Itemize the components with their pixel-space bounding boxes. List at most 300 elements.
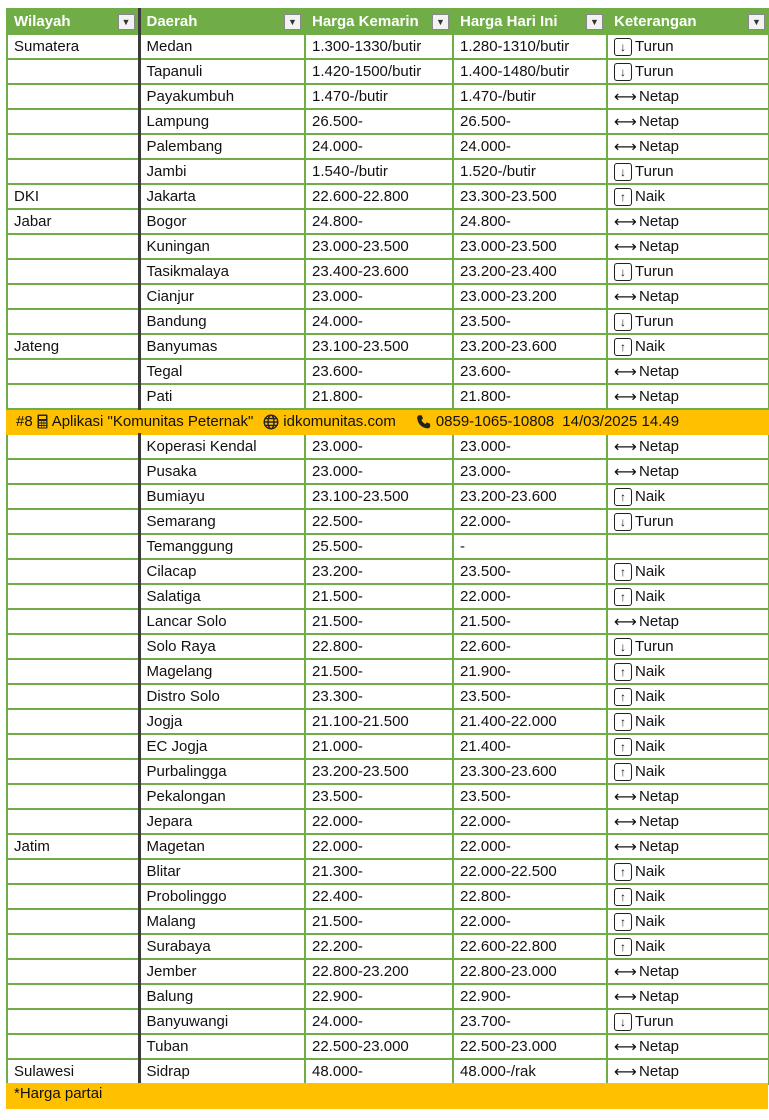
cell-wilayah[interactable] [7,234,139,259]
cell-wilayah[interactable] [7,934,139,959]
arrow-up-box-icon: ↑ [614,188,632,206]
filter-dropdown-icon[interactable]: ▼ [284,14,301,30]
arrow-up-box-icon: ↑ [614,713,632,731]
arrow-up-box-icon: ↑ [614,863,632,881]
cell-wilayah[interactable] [7,284,139,309]
cell-wilayah[interactable] [7,384,139,409]
cell-harga-kemarin[interactable]: 23.100-23.500 [305,334,453,359]
cell-harga-hari-ini[interactable]: 23.500- [453,559,607,584]
cell-harga-hari-ini[interactable]: 26.500- [453,109,607,134]
cell-daerah[interactable]: Jepara [139,809,305,834]
cell-harga-kemarin[interactable]: 23.600- [305,359,453,384]
table-row [7,859,769,884]
status-indicator [614,588,762,606]
banner-section [7,409,769,434]
cell-keterangan[interactable] [607,759,769,784]
cell-harga-kemarin[interactable]: 24.800- [305,209,453,234]
cell-daerah[interactable]: Jakarta [139,184,305,209]
cell-daerah[interactable]: Probolinggo [139,884,305,909]
cell-harga-hari-ini[interactable]: 22.000- [453,809,607,834]
left-right-arrow-icon: ⟷ [614,988,637,1006]
cell-wilayah[interactable] [7,434,139,459]
cell-harga-hari-ini[interactable]: - [453,534,607,559]
cell-wilayah[interactable]: Jateng [7,334,139,359]
cell-daerah[interactable]: Distro Solo [139,684,305,709]
cell-harga-kemarin[interactable]: 22.600-22.800 [305,184,453,209]
cell-keterangan[interactable] [607,734,769,759]
status-label: Naik [635,563,666,580]
header-daerah-label: Daerah [146,13,198,30]
cell-keterangan[interactable] [607,384,769,409]
cell-wilayah[interactable] [7,784,139,809]
table-row [7,459,769,484]
cell-harga-kemarin[interactable]: 21.800- [305,384,453,409]
cell-daerah[interactable]: Jogja [139,709,305,734]
cell-harga-kemarin[interactable]: 25.500- [305,534,453,559]
cell-daerah[interactable]: Tuban [139,1034,305,1059]
arrow-down-box-icon: ↓ [614,63,632,81]
cell-daerah[interactable]: Bandung [139,309,305,334]
cell-harga-kemarin[interactable]: 23.300- [305,684,453,709]
cell-daerah[interactable]: Pekalongan [139,784,305,809]
cell-harga-kemarin[interactable]: 23.000-23.500 [305,234,453,259]
cell-harga-kemarin[interactable]: 23.200-23.500 [305,759,453,784]
cell-harga-kemarin[interactable]: 48.000- [305,1059,453,1084]
cell-keterangan[interactable] [607,259,769,284]
header-daerah [139,9,305,34]
cell-wilayah[interactable] [7,609,139,634]
cell-keterangan[interactable] [607,959,769,984]
cell-daerah[interactable]: Magelang [139,659,305,684]
cell-harga-kemarin[interactable]: 23.000- [305,459,453,484]
status-indicator [614,488,762,506]
cell-daerah[interactable]: Koperasi Kendal [139,434,305,459]
filter-dropdown-icon[interactable]: ▼ [586,14,603,30]
cell-wilayah[interactable] [7,484,139,509]
cell-harga-kemarin[interactable]: 23.000- [305,284,453,309]
arrow-down-box-icon: ↓ [614,163,632,181]
cell-harga-hari-ini[interactable]: 23.000-23.500 [453,234,607,259]
cell-harga-kemarin[interactable]: 22.400- [305,884,453,909]
cell-harga-kemarin[interactable]: 22.200- [305,934,453,959]
cell-wilayah[interactable] [7,959,139,984]
cell-harga-hari-ini[interactable]: 22.900- [453,984,607,1009]
table-row [7,759,769,784]
cell-wilayah[interactable] [7,884,139,909]
status-label: Naik [635,188,666,205]
cell-harga-kemarin[interactable]: 23.000- [305,434,453,459]
cell-daerah[interactable]: Blitar [139,859,305,884]
cell-harga-hari-ini[interactable]: 22.800- [453,884,607,909]
cell-wilayah[interactable] [7,859,139,884]
cell-wilayah[interactable] [7,309,139,334]
cell-harga-hari-ini[interactable]: 1.470-/butir [453,84,607,109]
status-label: Turun [635,513,674,530]
status-indicator [614,1013,762,1031]
cell-harga-hari-ini[interactable]: 21.900- [453,659,607,684]
cell-keterangan[interactable] [607,234,769,259]
status-indicator [614,612,762,632]
cell-keterangan[interactable] [607,609,769,634]
table-row [7,784,769,809]
cell-wilayah[interactable] [7,259,139,284]
cell-harga-kemarin[interactable]: 26.500- [305,109,453,134]
table-row [7,309,769,334]
table-row [7,109,769,134]
cell-wilayah[interactable] [7,359,139,384]
status-label: Netap [639,813,680,830]
filter-dropdown-icon[interactable]: ▼ [748,14,765,30]
cell-harga-hari-ini[interactable]: 21.400- [453,734,607,759]
table-body-top [7,34,769,409]
cell-harga-hari-ini[interactable]: 1.400-1480/butir [453,59,607,84]
cell-harga-hari-ini[interactable]: 23.000- [453,459,607,484]
cell-daerah[interactable]: Solo Raya [139,634,305,659]
cell-daerah[interactable]: Jambi [139,159,305,184]
cell-harga-hari-ini[interactable]: 23.500- [453,784,607,809]
cell-daerah[interactable]: Tasikmalaya [139,259,305,284]
cell-wilayah[interactable]: DKI [7,184,139,209]
cell-harga-hari-ini[interactable]: 23.000- [453,434,607,459]
table-row [7,934,769,959]
cell-daerah[interactable]: Malang [139,909,305,934]
status-label: Naik [635,913,666,930]
cell-wilayah[interactable]: Sumatera [7,34,139,59]
status-indicator [614,338,762,356]
left-right-arrow-icon: ⟷ [614,813,637,831]
banner-cell [7,409,769,434]
cell-keterangan[interactable] [607,359,769,384]
cell-keterangan[interactable] [607,109,769,134]
cell-harga-kemarin[interactable]: 21.500- [305,659,453,684]
left-right-arrow-icon: ⟷ [614,238,637,256]
table-row [7,584,769,609]
cell-wilayah[interactable] [7,984,139,1009]
arrow-up-box-icon: ↑ [614,688,632,706]
cell-daerah[interactable]: EC Jogja [139,734,305,759]
cell-keterangan[interactable] [607,884,769,909]
cell-wilayah[interactable] [7,59,139,84]
cell-harga-kemarin[interactable]: 22.000- [305,834,453,859]
cell-harga-hari-ini[interactable]: 22.600-22.800 [453,934,607,959]
cell-keterangan[interactable] [607,909,769,934]
filter-dropdown-icon[interactable]: ▼ [432,14,449,30]
banner-phone: 0859-1065-10808 [435,413,555,430]
cell-harga-hari-ini[interactable]: 23.200-23.400 [453,259,607,284]
cell-daerah[interactable]: Lancar Solo [139,609,305,634]
cell-wilayah[interactable] [7,559,139,584]
cell-keterangan[interactable] [607,709,769,734]
cell-keterangan[interactable] [607,309,769,334]
cell-daerah[interactable]: Banyumas [139,334,305,359]
cell-daerah[interactable]: Balung [139,984,305,1009]
status-label: Turun [635,313,674,330]
status-label: Netap [639,238,680,255]
cell-harga-hari-ini[interactable]: 22.600- [453,634,607,659]
cell-harga-kemarin[interactable]: 22.900- [305,984,453,1009]
footer-note-text: *Harga partai [14,1085,103,1102]
status-label: Netap [639,463,680,480]
cell-harga-kemarin[interactable]: 22.500-23.000 [305,1034,453,1059]
arrow-up-box-icon: ↑ [614,913,632,931]
cell-keterangan[interactable] [607,659,769,684]
cell-harga-hari-ini[interactable]: 23.200-23.600 [453,484,607,509]
cell-keterangan[interactable] [607,534,769,559]
left-right-arrow-icon: ⟷ [614,213,637,231]
cell-wilayah[interactable]: Sulawesi [7,1059,139,1084]
status-label: Turun [635,1013,674,1030]
status-label: Netap [639,1038,680,1055]
cell-harga-kemarin[interactable]: 24.000- [305,134,453,159]
cell-harga-hari-ini[interactable]: 22.500-23.000 [453,1034,607,1059]
header-kemarin-label: Harga Kemarin [312,13,419,30]
cell-harga-hari-ini[interactable]: 23.600- [453,359,607,384]
cell-wilayah[interactable] [7,584,139,609]
cell-daerah[interactable]: Bogor [139,209,305,234]
status-indicator [614,237,762,257]
cell-wilayah[interactable] [7,909,139,934]
cell-keterangan[interactable] [607,509,769,534]
cell-wilayah[interactable]: Jatim [7,834,139,859]
cell-keterangan[interactable] [607,559,769,584]
cell-daerah[interactable]: Cianjur [139,284,305,309]
cell-keterangan[interactable] [607,34,769,59]
cell-keterangan[interactable] [607,684,769,709]
header-keterangan-label: Keterangan [614,13,697,30]
banner-site[interactable]: idkomunitas.com [283,413,396,430]
cell-keterangan[interactable] [607,459,769,484]
status-label: Naik [635,763,666,780]
cell-wilayah[interactable] [7,759,139,784]
cell-harga-kemarin[interactable]: 21.500- [305,609,453,634]
cell-harga-hari-ini[interactable]: 23.000-23.200 [453,284,607,309]
left-right-arrow-icon: ⟷ [614,1038,637,1056]
cell-harga-kemarin[interactable]: 1.540-/butir [305,159,453,184]
arrow-up-box-icon: ↑ [614,563,632,581]
cell-harga-hari-ini[interactable]: 21.400-22.000 [453,709,607,734]
cell-wilayah[interactable] [7,684,139,709]
arrow-down-box-icon: ↓ [614,263,632,281]
price-table [6,8,769,1085]
cell-daerah[interactable]: Pati [139,384,305,409]
cell-harga-kemarin[interactable]: 21.500- [305,584,453,609]
cell-harga-kemarin[interactable]: 22.000- [305,809,453,834]
cell-daerah[interactable]: Payakumbuh [139,84,305,109]
status-indicator [614,663,762,681]
table-row [7,834,769,859]
table-row [7,1059,769,1084]
cell-daerah[interactable]: Jember [139,959,305,984]
status-label: Netap [639,438,680,455]
banner-app-name: Aplikasi "Komunitas Peternak" [51,413,254,430]
cell-keterangan[interactable] [607,934,769,959]
cell-keterangan[interactable] [607,284,769,309]
status-indicator [614,263,762,281]
cell-keterangan[interactable] [607,784,769,809]
status-label: Netap [639,1063,680,1080]
calculator-icon [37,414,48,429]
status-indicator [614,38,762,56]
status-label: Netap [639,288,680,305]
cell-wilayah[interactable] [7,1009,139,1034]
cell-harga-kemarin[interactable]: 22.500- [305,509,453,534]
cell-keterangan[interactable] [607,1009,769,1034]
cell-daerah[interactable]: Cilacap [139,559,305,584]
status-label: Netap [639,363,680,380]
cell-daerah[interactable]: Palembang [139,134,305,159]
price-sheet [6,8,768,1085]
cell-harga-hari-ini[interactable]: 24.000- [453,134,607,159]
cell-keterangan[interactable] [607,434,769,459]
cell-harga-hari-ini[interactable]: 22.000- [453,584,607,609]
cell-harga-hari-ini[interactable]: 48.000-/rak [453,1059,607,1084]
cell-daerah[interactable]: Surabaya [139,934,305,959]
cell-keterangan[interactable] [607,59,769,84]
filter-dropdown-icon[interactable]: ▼ [118,14,135,30]
cell-daerah[interactable]: Sidrap [139,1059,305,1084]
cell-keterangan[interactable] [607,209,769,234]
cell-harga-hari-ini[interactable]: 22.000- [453,909,607,934]
cell-wilayah[interactable] [7,534,139,559]
cell-daerah[interactable]: Medan [139,34,305,59]
cell-harga-hari-ini[interactable]: 22.000- [453,509,607,534]
cell-daerah[interactable]: Temanggung [139,534,305,559]
arrow-down-box-icon: ↓ [614,38,632,56]
table-row [7,34,769,59]
table-row [7,909,769,934]
cell-wilayah[interactable] [7,459,139,484]
cell-harga-hari-ini[interactable]: 23.500- [453,309,607,334]
cell-harga-hari-ini[interactable]: 23.300-23.600 [453,759,607,784]
cell-wilayah[interactable] [7,134,139,159]
cell-harga-kemarin[interactable]: 21.100-21.500 [305,709,453,734]
cell-wilayah[interactable]: Jabar [7,209,139,234]
table-row [7,609,769,634]
left-right-arrow-icon: ⟷ [614,963,637,981]
status-indicator [614,313,762,331]
left-right-arrow-icon: ⟷ [614,438,637,456]
cell-daerah[interactable]: Salatiga [139,584,305,609]
cell-harga-hari-ini[interactable]: 23.200-23.600 [453,334,607,359]
header-wilayah-label: Wilayah [14,13,71,30]
cell-harga-hari-ini[interactable]: 22.800-23.000 [453,959,607,984]
table-row [7,284,769,309]
cell-keterangan[interactable] [607,134,769,159]
table-row [7,1009,769,1034]
header-wilayah [7,9,139,34]
cell-daerah[interactable]: Magetan [139,834,305,859]
cell-keterangan[interactable] [607,1059,769,1084]
cell-harga-hari-ini[interactable]: 21.800- [453,384,607,409]
cell-keterangan[interactable] [607,834,769,859]
cell-harga-hari-ini[interactable]: 22.000-22.500 [453,859,607,884]
cell-keterangan[interactable] [607,634,769,659]
cell-harga-kemarin[interactable]: 1.470-/butir [305,84,453,109]
cell-keterangan[interactable] [607,809,769,834]
arrow-up-box-icon: ↑ [614,488,632,506]
cell-keterangan[interactable] [607,484,769,509]
cell-daerah[interactable]: Bumiayu [139,484,305,509]
cell-harga-kemarin[interactable]: 21.000- [305,734,453,759]
cell-harga-kemarin[interactable]: 23.100-23.500 [305,484,453,509]
table-row [7,1034,769,1059]
cell-daerah[interactable]: Purbalingga [139,759,305,784]
cell-harga-hari-ini[interactable]: 1.520-/butir [453,159,607,184]
cell-harga-kemarin[interactable]: 22.800- [305,634,453,659]
cell-wilayah[interactable] [7,509,139,534]
cell-keterangan[interactable] [607,584,769,609]
footer-note [6,1083,768,1109]
cell-keterangan[interactable] [607,859,769,884]
cell-harga-hari-ini[interactable]: 23.300-23.500 [453,184,607,209]
cell-harga-kemarin[interactable]: 23.200- [305,559,453,584]
left-right-arrow-icon: ⟷ [614,113,637,131]
arrow-up-box-icon: ↑ [614,763,632,781]
cell-harga-kemarin[interactable]: 24.000- [305,1009,453,1034]
cell-harga-hari-ini[interactable]: 1.280-1310/butir [453,34,607,59]
status-indicator [614,137,762,157]
cell-wilayah[interactable] [7,159,139,184]
table-row [7,234,769,259]
cell-wilayah[interactable] [7,659,139,684]
cell-harga-kemarin[interactable]: 24.000- [305,309,453,334]
arrow-up-box-icon: ↑ [614,663,632,681]
cell-harga-hari-ini[interactable]: 23.500- [453,684,607,709]
cell-wilayah[interactable] [7,109,139,134]
cell-keterangan[interactable] [607,984,769,1009]
cell-daerah[interactable]: Tegal [139,359,305,384]
table-row [7,734,769,759]
cell-wilayah[interactable] [7,709,139,734]
status-label: Netap [639,138,680,155]
cell-harga-kemarin[interactable]: 21.500- [305,909,453,934]
status-indicator [614,462,762,482]
status-label: Netap [639,388,680,405]
cell-wilayah[interactable] [7,734,139,759]
cell-daerah[interactable]: Kuningan [139,234,305,259]
cell-wilayah[interactable] [7,1034,139,1059]
cell-keterangan[interactable] [607,84,769,109]
cell-daerah[interactable]: Banyuwangi [139,1009,305,1034]
cell-harga-kemarin[interactable]: 23.400-23.600 [305,259,453,284]
cell-harga-hari-ini[interactable]: 21.500- [453,609,607,634]
cell-harga-kemarin[interactable]: 22.800-23.200 [305,959,453,984]
cell-keterangan[interactable] [607,334,769,359]
cell-harga-hari-ini[interactable]: 22.000- [453,834,607,859]
status-label: Naik [635,488,666,505]
cell-wilayah[interactable] [7,84,139,109]
cell-daerah[interactable]: Tapanuli [139,59,305,84]
cell-wilayah[interactable] [7,809,139,834]
cell-harga-kemarin[interactable]: 23.500- [305,784,453,809]
cell-harga-kemarin[interactable]: 1.300-1330/butir [305,34,453,59]
cell-daerah[interactable]: Lampung [139,109,305,134]
status-label: Netap [639,88,680,105]
table-body-bottom [7,434,769,1084]
cell-keterangan[interactable] [607,159,769,184]
cell-keterangan[interactable] [607,1034,769,1059]
cell-keterangan[interactable] [607,184,769,209]
cell-harga-hari-ini[interactable]: 23.700- [453,1009,607,1034]
cell-harga-kemarin[interactable]: 1.420-1500/butir [305,59,453,84]
cell-harga-hari-ini[interactable]: 24.800- [453,209,607,234]
status-label: Netap [639,963,680,980]
status-indicator [614,1037,762,1057]
cell-wilayah[interactable] [7,634,139,659]
cell-harga-kemarin[interactable]: 21.300- [305,859,453,884]
cell-daerah[interactable]: Pusaka [139,459,305,484]
cell-daerah[interactable]: Semarang [139,509,305,534]
